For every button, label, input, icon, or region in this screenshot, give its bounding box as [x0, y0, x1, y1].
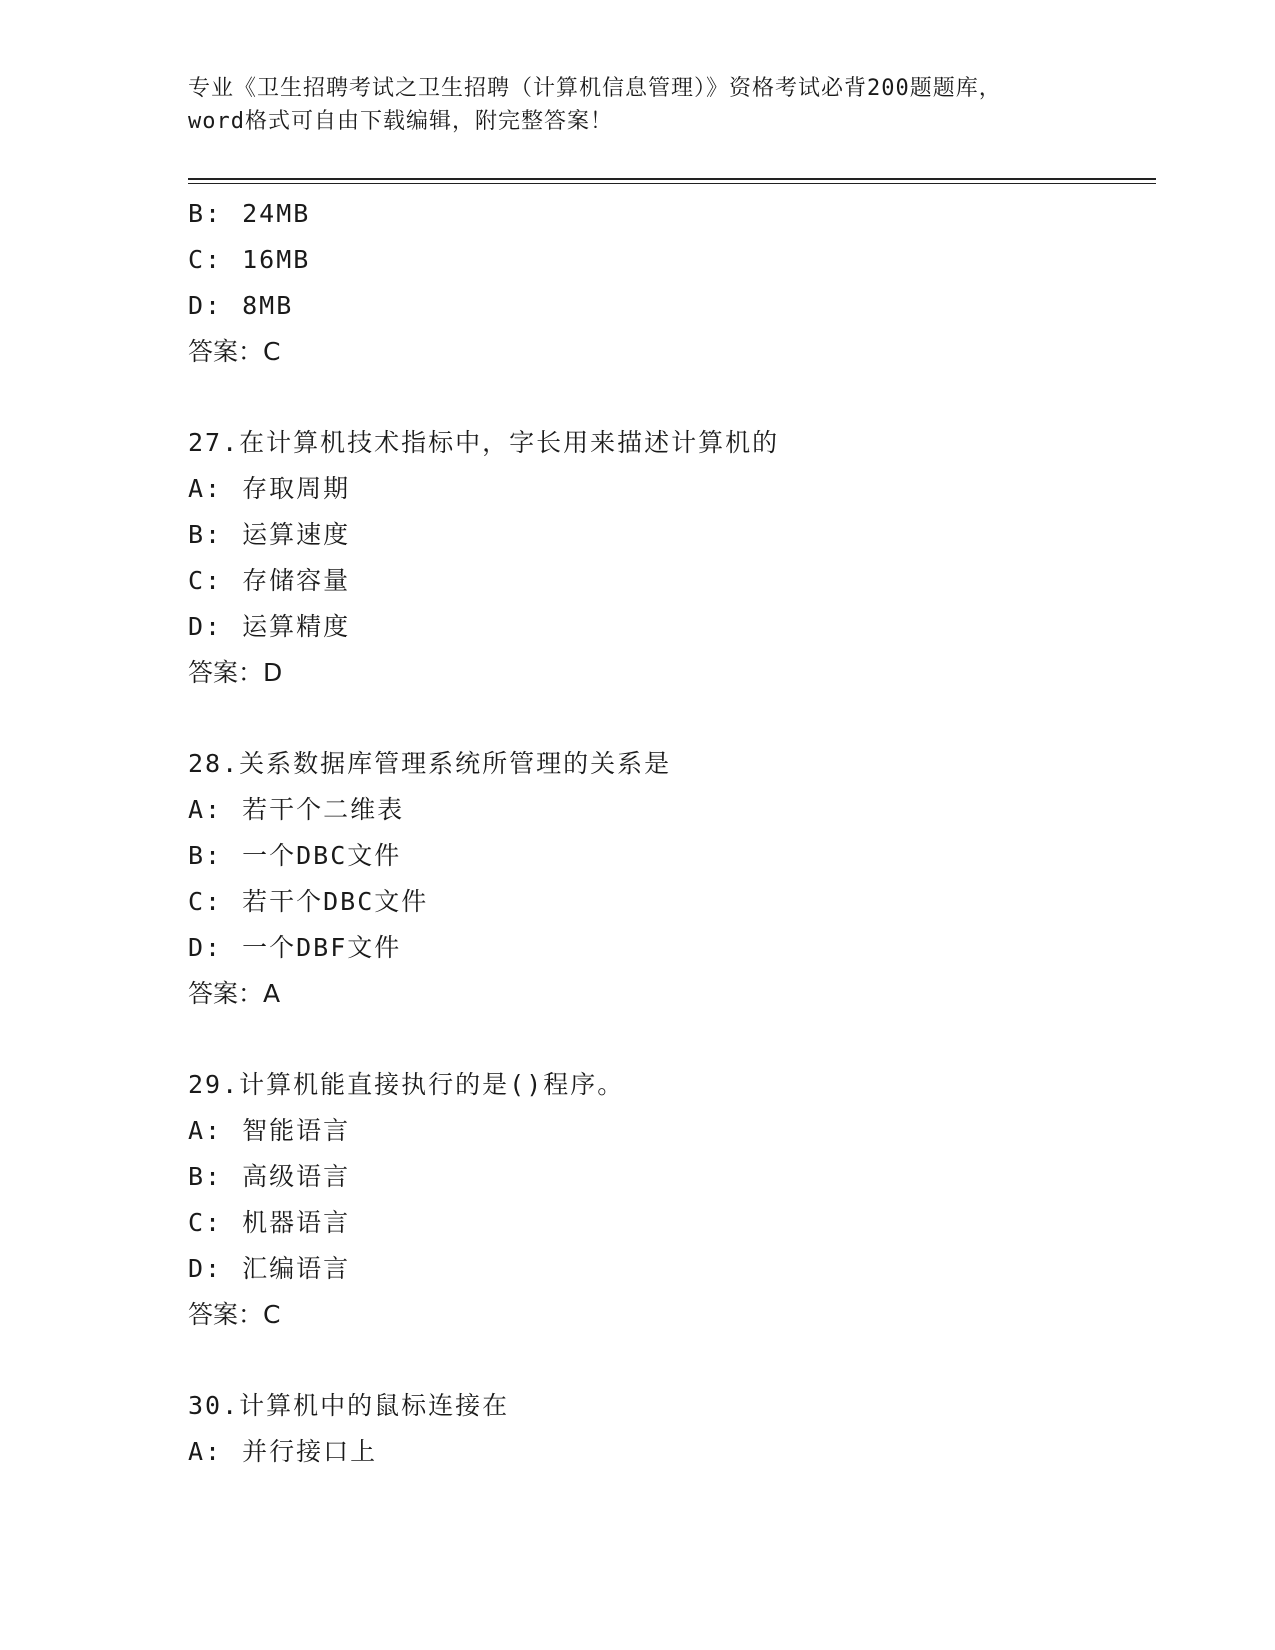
option-d: D: 8MB: [188, 291, 294, 320]
option-a: A: 并行接口上: [188, 1437, 378, 1466]
question-list: [188, 191, 1148, 1475]
question-block-29: [188, 1062, 1148, 1338]
option-a: A: 若干个二维表: [188, 795, 405, 824]
question-block-prev: [188, 191, 1148, 375]
option-d: D: 一个DBF文件: [188, 933, 402, 962]
question-title: 27.在计算机技术指标中，字长用来描述计算机的: [188, 428, 780, 457]
option-c: C: 存储容量: [188, 566, 351, 595]
header-divider-thick: [188, 178, 1156, 180]
option-a: A: 智能语言: [188, 1116, 351, 1145]
option-b: B: 24MB: [188, 199, 311, 228]
option-b: B: 一个DBC文件: [188, 841, 402, 870]
header-line-2: word格式可自由下载编辑，附完整答案！: [188, 109, 613, 134]
answer-line: 答案：A: [188, 979, 281, 1008]
option-c: C: 16MB: [188, 245, 311, 274]
document-header: [188, 72, 1088, 138]
answer-line: 答案：C: [188, 337, 281, 366]
question-block-30: [188, 1383, 1148, 1475]
option-a: A: 存取周期: [188, 474, 351, 503]
option-b: B: 高级语言: [188, 1162, 351, 1191]
question-title: 28.关系数据库管理系统所管理的关系是: [188, 749, 672, 778]
answer-line: 答案：C: [188, 1300, 281, 1329]
answer-line: 答案：D: [188, 658, 283, 687]
option-d: D: 汇编语言: [188, 1254, 351, 1283]
question-block-27: [188, 420, 1148, 696]
question-block-28: [188, 741, 1148, 1017]
option-c: C: 若干个DBC文件: [188, 887, 429, 916]
question-title: 29.计算机能直接执行的是()程序。: [188, 1070, 625, 1099]
option-d: D: 运算精度: [188, 612, 351, 641]
header-line-1: 专业《卫生招聘考试之卫生招聘（计算机信息管理）》资格考试必背200题题库，: [188, 76, 1002, 101]
header-divider-thin: [188, 183, 1156, 184]
option-c: C: 机器语言: [188, 1208, 351, 1237]
option-b: B: 运算速度: [188, 520, 351, 549]
question-title: 30.计算机中的鼠标连接在: [188, 1391, 510, 1420]
